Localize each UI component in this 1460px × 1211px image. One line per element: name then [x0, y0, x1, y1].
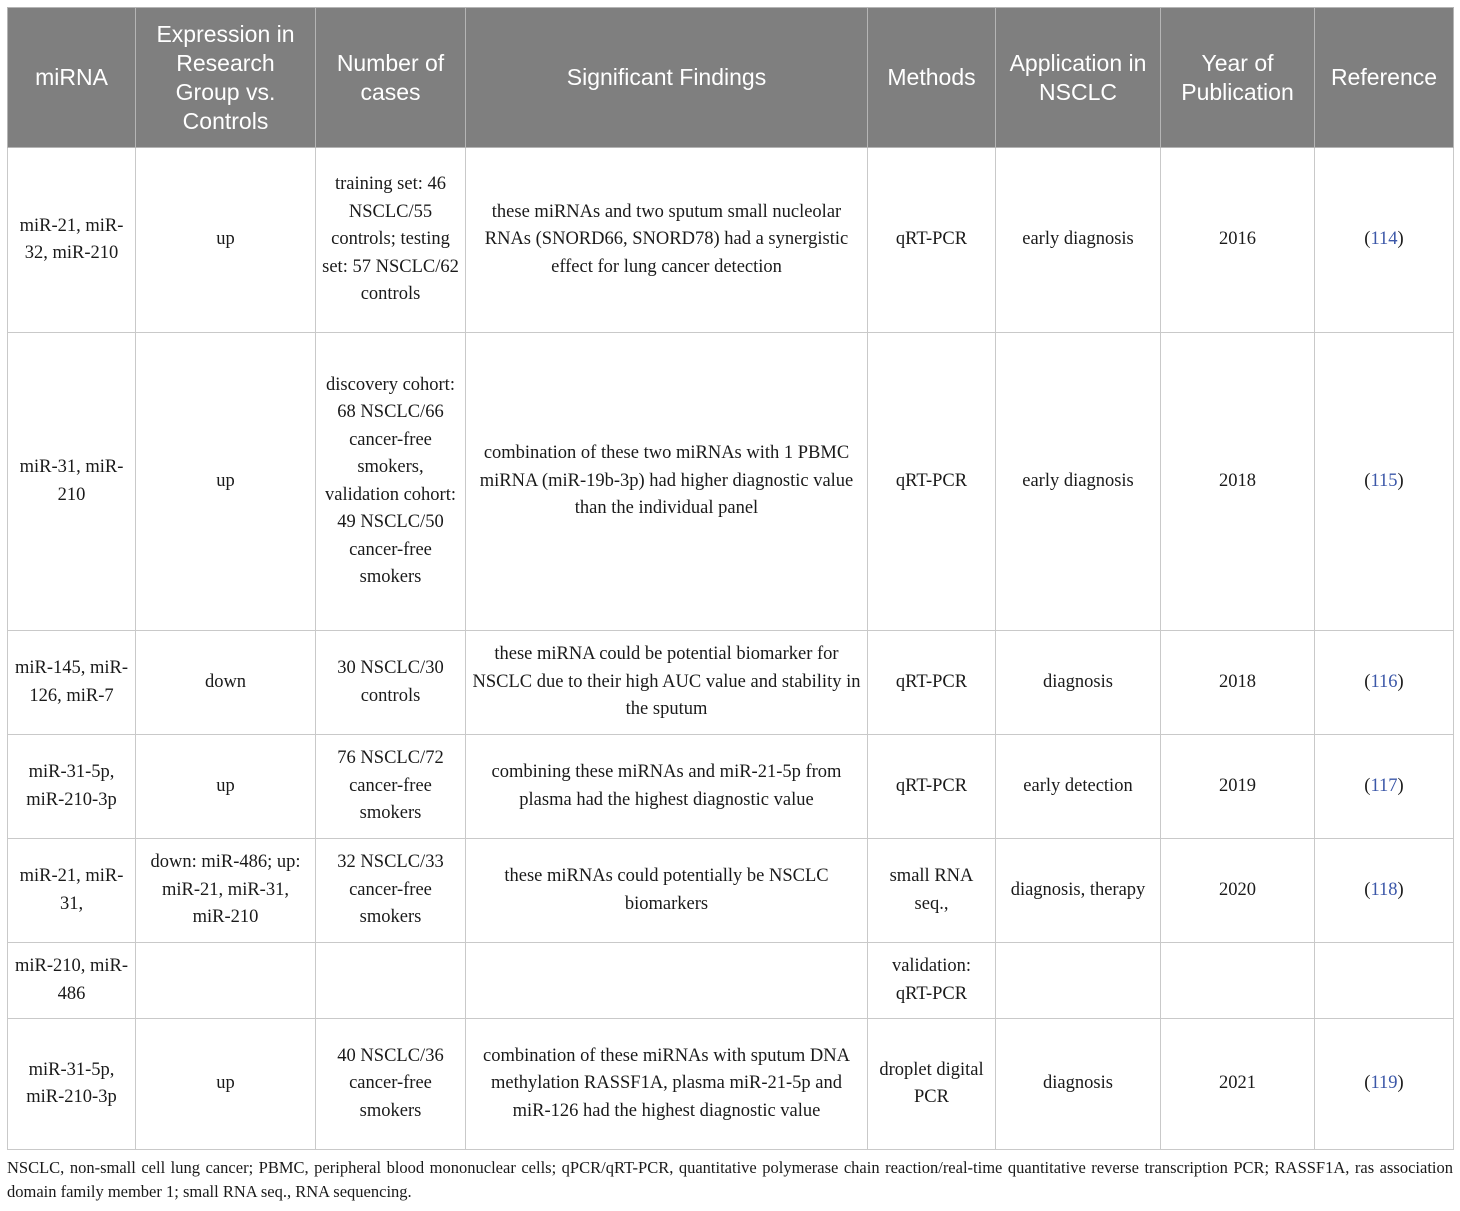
- table-row: [8, 148, 1454, 333]
- cell-methods: small RNA seq.,: [868, 839, 996, 943]
- header-mirna: miRNA: [8, 8, 136, 148]
- ref-open: (: [1364, 229, 1371, 250]
- cell-reference: [1315, 333, 1454, 631]
- cell-reference: [1315, 943, 1454, 1019]
- cell-expression: down: miR-486; up: miR-21, miR-31, miR-210: [136, 839, 316, 943]
- reference-link[interactable]: 116: [1370, 671, 1398, 692]
- header-expression: Expression in Research Group vs. Controls: [136, 8, 316, 148]
- ref-open: (: [1364, 775, 1371, 796]
- table-container: [7, 7, 1453, 1150]
- cell-cases: 30 NSCLC/30 controls: [316, 631, 466, 735]
- cell-reference: [1315, 1019, 1454, 1150]
- cell-expression: up: [136, 148, 316, 333]
- cell-mirna: miR-21, miR-31,: [8, 839, 136, 943]
- reference-link[interactable]: 118: [1370, 879, 1398, 900]
- cell-methods: qRT-PCR: [868, 333, 996, 631]
- cell-expression: up: [136, 735, 316, 839]
- cell-expression: [136, 943, 316, 1019]
- ref-close: ): [1397, 470, 1404, 491]
- header-findings: Significant Findings: [466, 8, 868, 148]
- cell-findings: these miRNA could be potential biomarker for NSCLC due to their high AUC value and stability in the sputum: [466, 631, 868, 735]
- cell-cases: training set: 46 NSCLC/55 controls; testing set: 57 NSCLC/62 controls: [316, 148, 466, 333]
- ref-close: ): [1397, 1073, 1404, 1094]
- cell-cases: 76 NSCLC/72 cancer-free smokers: [316, 735, 466, 839]
- ref-close: ): [1397, 671, 1404, 692]
- ref-close: ): [1397, 229, 1404, 250]
- table-row: [8, 631, 1454, 735]
- ref-close: ): [1397, 879, 1404, 900]
- header-row: [8, 8, 1454, 148]
- ref-open: (: [1364, 470, 1371, 491]
- cell-findings: [466, 943, 868, 1019]
- ref-close: ): [1397, 775, 1404, 796]
- cell-expression: up: [136, 333, 316, 631]
- table-footnote: NSCLC, non-small cell lung cancer; PBMC, peripheral blood mononuclear cells; qPCR/qRT-PCR, quantitative polymerase chain reaction/real-time quantitative reverse transcription PCR; RASSF1A, ras association domain family member 1; small RNA seq., RNA sequencing.: [7, 1158, 1453, 1201]
- cell-mirna: miR-145, miR-126, miR-7: [8, 631, 136, 735]
- reference-link[interactable]: 115: [1370, 470, 1398, 491]
- table-row: [8, 839, 1454, 943]
- reference-link[interactable]: 117: [1370, 775, 1398, 796]
- cell-findings: combining these miRNAs and miR-21-5p from plasma had the highest diagnostic value: [466, 735, 868, 839]
- table-row: [8, 333, 1454, 631]
- cell-cases: discovery cohort: 68 NSCLC/66 cancer-free smokers, validation cohort: 49 NSCLC/50 cancer-free smokers: [316, 333, 466, 631]
- cell-methods: qRT-PCR: [868, 735, 996, 839]
- cell-year: 2020: [1161, 839, 1315, 943]
- cell-methods: qRT-PCR: [868, 631, 996, 735]
- cell-year: 2018: [1161, 333, 1315, 631]
- table-row: [8, 735, 1454, 839]
- cell-application: [996, 943, 1161, 1019]
- cell-application: early diagnosis: [996, 148, 1161, 333]
- cell-expression: down: [136, 631, 316, 735]
- cell-methods: validation: qRT-PCR: [868, 943, 996, 1019]
- cell-year: 2021: [1161, 1019, 1315, 1150]
- ref-open: (: [1364, 879, 1371, 900]
- cell-year: 2018: [1161, 631, 1315, 735]
- header-reference: Reference: [1315, 8, 1454, 148]
- header-methods: Methods: [868, 8, 996, 148]
- cell-application: early diagnosis: [996, 333, 1161, 631]
- header-application: Application in NSCLC: [996, 8, 1161, 148]
- cell-mirna: miR-31, miR-210: [8, 333, 136, 631]
- cell-reference: [1315, 839, 1454, 943]
- cell-cases: [316, 943, 466, 1019]
- header-year: Year of Publication: [1161, 8, 1315, 148]
- cell-reference: [1315, 631, 1454, 735]
- cell-mirna: miR-31-5p, miR-210-3p: [8, 1019, 136, 1150]
- cell-findings: combination of these miRNAs with sputum DNA methylation RASSF1A, plasma miR-21-5p and miR-126 had the highest diagnostic value: [466, 1019, 868, 1150]
- cell-application: diagnosis: [996, 1019, 1161, 1150]
- cell-findings: these miRNAs could potentially be NSCLC biomarkers: [466, 839, 868, 943]
- cell-expression: up: [136, 1019, 316, 1150]
- cell-year: [1161, 943, 1315, 1019]
- ref-open: (: [1364, 1073, 1371, 1094]
- cell-reference: [1315, 735, 1454, 839]
- cell-methods: droplet digital PCR: [868, 1019, 996, 1150]
- cell-mirna: miR-31-5p, miR-210-3p: [8, 735, 136, 839]
- reference-link[interactable]: 114: [1370, 229, 1398, 250]
- table-row: [8, 943, 1454, 1019]
- cell-application: diagnosis, therapy: [996, 839, 1161, 943]
- cell-findings: combination of these two miRNAs with 1 PBMC miRNA (miR-19b-3p) had higher diagnostic value than the individual panel: [466, 333, 868, 631]
- cell-reference: [1315, 148, 1454, 333]
- cell-cases: 40 NSCLC/36 cancer-free smokers: [316, 1019, 466, 1150]
- cell-year: 2019: [1161, 735, 1315, 839]
- cell-year: 2016: [1161, 148, 1315, 333]
- cell-mirna: miR-210, miR-486: [8, 943, 136, 1019]
- cell-findings: these miRNAs and two sputum small nucleolar RNAs (SNORD66, SNORD78) had a synergistic effect for lung cancer detection: [466, 148, 868, 333]
- reference-link[interactable]: 119: [1370, 1073, 1398, 1094]
- cell-cases: 32 NSCLC/33 cancer-free smokers: [316, 839, 466, 943]
- cell-mirna: miR-21, miR-32, miR-210: [8, 148, 136, 333]
- cell-methods: qRT-PCR: [868, 148, 996, 333]
- cell-application: early detection: [996, 735, 1161, 839]
- ref-open: (: [1364, 671, 1371, 692]
- header-cases: Number of cases: [316, 8, 466, 148]
- mirna-table: [7, 7, 1454, 1150]
- cell-application: diagnosis: [996, 631, 1161, 735]
- table-row: [8, 1019, 1454, 1150]
